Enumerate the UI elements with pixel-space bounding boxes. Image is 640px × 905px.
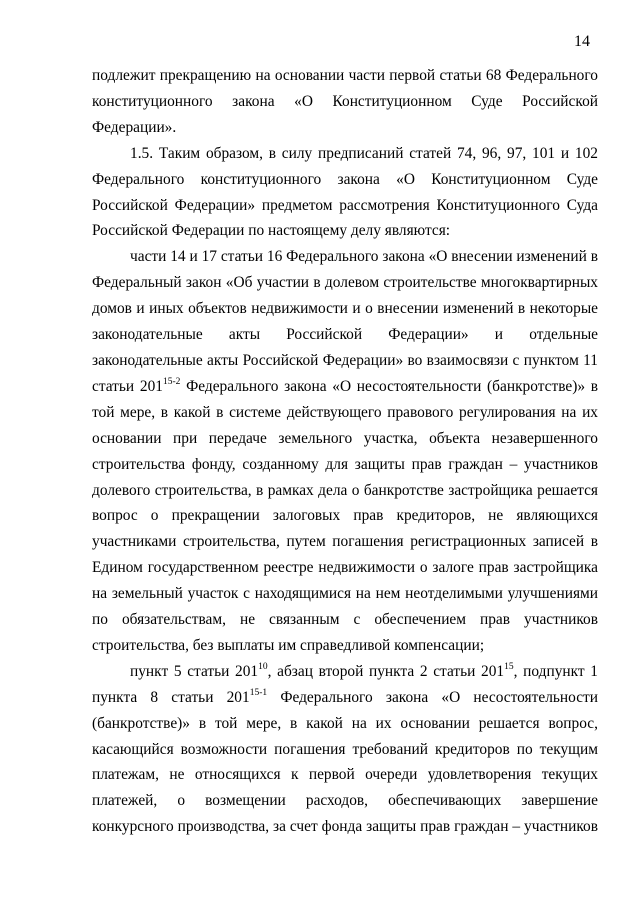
document-body	[92, 63, 598, 840]
page-number: 14	[574, 33, 590, 50]
superscript-index: 10	[258, 661, 268, 672]
paragraph	[92, 244, 598, 659]
superscript-index: 15-2	[162, 376, 181, 387]
superscript-index: 15-1	[249, 687, 268, 698]
text-run: Федерального закона «О несостоятельности (банкротстве)» в той мере, в какой на их основании решается вопрос, касающийся возможности погашения требований кредиторов по текущим платежам, не относящихся к первой очереди удовлетворения текущих платежей, о возмещении расходов, обеспечивающих завершение конкурсного производства, за счет фонда защиты прав граждан – участников	[92, 688, 598, 836]
text-run: Федерального закона «О несостоятельности (банкротстве)» в той мере, в какой в системе действующего правового регулирования на их основании при передаче земельного участка, объекта незавершенного строительства фонду, созданному для защиты прав граждан – участников долевого строительства, в рамках дела о банкротстве застройщика решается вопрос о прекращении залоговых прав кредиторов, не являющихся участниками строительства, путем погашения регистрационных записей в Едином государственном реестре недвижимости о залоге прав застройщика на земельный участок с находящимися на нем неотделимыми улучшениями по обязательствам, не связанным с обеспечением прав участников строительства, без выплаты им справедливой компенсации;	[92, 377, 599, 654]
text-run: пункт 5 статьи 201	[130, 662, 259, 680]
paragraph	[92, 63, 598, 141]
superscript-index: 15	[504, 661, 514, 672]
text-run: 1.5. Таким образом, в силу предписаний статей 74, 96, 97, 101 и 102 Федерального конституционного закона «О Конституционном Суде Российской Федерации» предметом рассмотрения Конституционного Суда Российской Федерации по настоящему делу являются:	[92, 144, 598, 240]
text-run: подлежит прекращению на основании части первой статьи 68 Федерального конституционного закона «О Конституционном Суде Российской Федерации».	[92, 67, 598, 136]
text-run: части 14 и 17 статьи 16 Федерального закона «О внесении изменений в Федеральный закон «Об участии в долевом строительстве многоквартирных домов и иных объектов недвижимости и о внесении изменений в некоторые законодательные акты Российской Федерации» и отдельные законодательные акты Российской Федерации» во взаимосвязи с пунктом 11 статьи 201	[92, 248, 598, 395]
paragraph	[92, 141, 598, 245]
text-run: , абзац второй пункта 2 статьи 201	[267, 662, 505, 680]
text-run: , подпункт 1 пункта 8 статьи 201	[92, 662, 598, 706]
paragraph	[92, 659, 598, 840]
